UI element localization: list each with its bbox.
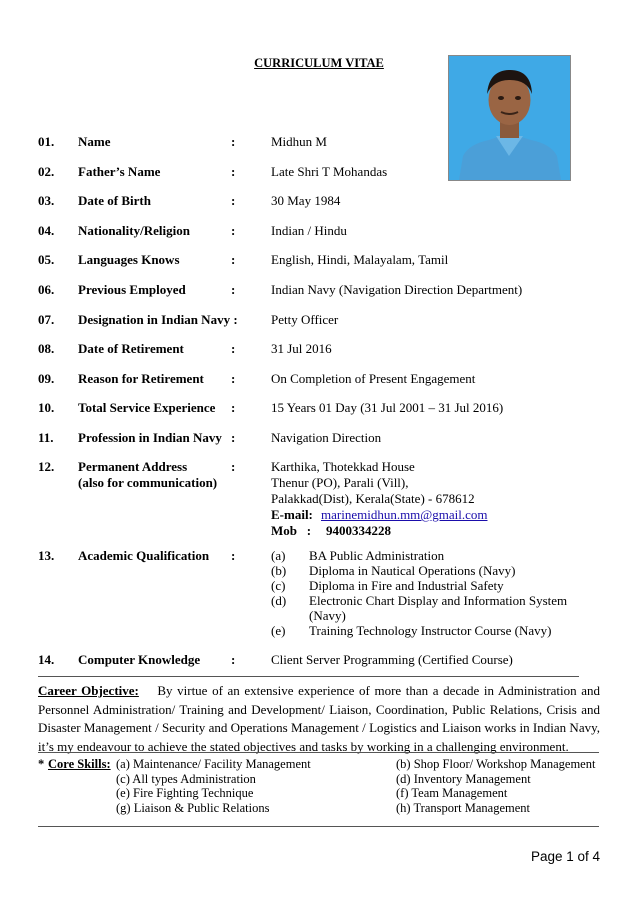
detail-row xyxy=(0,134,638,152)
field-value: Late Shri T Mohandas xyxy=(271,163,388,179)
item-letter: (b) xyxy=(271,563,287,578)
address-sublabel: (also for communication) xyxy=(78,475,218,490)
email-label: E-mail: xyxy=(271,507,313,522)
item-letter: (c) xyxy=(271,578,286,593)
divider xyxy=(38,676,579,677)
detail-row xyxy=(0,193,638,211)
item-letter: (d) xyxy=(271,593,287,608)
item-number: 02. xyxy=(38,163,55,179)
skill-item: (f) Team Management xyxy=(396,786,508,801)
field-value: 15 Years 01 Day (31 Jul 2001 – 31 Jul 2016) xyxy=(271,400,504,416)
colon: : xyxy=(231,282,236,297)
item-number: 01. xyxy=(38,134,55,149)
item-number: 07. xyxy=(38,311,55,327)
colon: : xyxy=(231,548,236,563)
field-label: Previous Employed xyxy=(78,282,186,297)
item-text: Electronic Chart Display and Information System xyxy=(309,593,568,608)
address-section xyxy=(0,459,638,539)
skills-star: * xyxy=(38,757,45,771)
skill-item: (b) Shop Floor/ Workshop Management xyxy=(396,757,596,771)
mob-value: 9400334228 xyxy=(326,523,391,538)
colon: : xyxy=(231,400,236,416)
detail-row xyxy=(0,341,638,359)
detail-row xyxy=(0,371,638,389)
address-line-1: Karthika, Thotekkad House xyxy=(271,459,415,474)
colon: : xyxy=(231,430,236,445)
field-label: Date of Birth xyxy=(78,193,151,209)
item-letter: (a) xyxy=(271,548,286,563)
computer-label: Computer Knowledge xyxy=(78,652,201,667)
item-number: 08. xyxy=(38,341,55,357)
field-label: Date of Retirement xyxy=(78,341,184,357)
field-label: Name xyxy=(78,134,111,149)
field-label: Designation in Indian Navy : xyxy=(78,311,238,327)
person-photo-icon xyxy=(449,56,570,180)
email-link[interactable]: marinemidhun.mm@gmail.com xyxy=(321,507,488,522)
field-value: Indian / Hindu xyxy=(271,222,347,238)
colon: : xyxy=(231,252,236,268)
address-line-3: Palakkad(Dist), Kerala(State) - 678612 xyxy=(271,491,475,506)
detail-row xyxy=(0,400,638,418)
detail-row xyxy=(0,223,638,241)
colon: : xyxy=(231,222,236,238)
skill-item: (c) All types Administration xyxy=(116,771,256,786)
item-number: 11. xyxy=(38,430,54,445)
item-number: 12. xyxy=(38,459,55,474)
detail-row xyxy=(0,252,638,270)
objective-text: By virtue of an extensive experience of more than a decade in Administration and Personnel Administration/ Training and Development/ Liaison, Coordination, Public Relations, Crisis and Disaster Management / Security and Operations Management / Logistics and Liaison works in Indian Navy, it’s my endeavour to achieve the stated objectives and tasks by working in a challenging environment. xyxy=(38,683,600,754)
computer-row xyxy=(0,652,638,670)
item-number: 09. xyxy=(38,370,55,386)
item-number: 03. xyxy=(38,193,55,209)
page-number: Page 1 of 4 xyxy=(530,849,600,864)
address-line-2: Thenur (PO), Parali (Vill), xyxy=(271,475,409,490)
colon: : xyxy=(231,193,236,209)
address-label: Permanent Address xyxy=(78,459,188,474)
item-number: 04. xyxy=(38,222,55,238)
academic-section xyxy=(0,548,638,648)
field-value: Navigation Direction xyxy=(271,430,382,445)
skill-item: (d) Inventory Management xyxy=(396,771,531,786)
objective-label: Career Objective: xyxy=(38,683,139,698)
item-text: Diploma in Nautical Operations (Navy) xyxy=(309,563,516,578)
academic-label: Academic Qualification xyxy=(78,548,210,563)
skill-item: (h) Transport Management xyxy=(396,800,531,815)
field-value: 30 May 1984 xyxy=(271,193,341,209)
skills-label: Core Skills: xyxy=(48,757,111,771)
mob-label: Mob : xyxy=(271,523,312,538)
item-text: BA Public Administration xyxy=(309,548,445,563)
item-number: 13. xyxy=(38,548,55,563)
item-number: 10. xyxy=(38,400,55,416)
career-objective xyxy=(38,682,600,756)
divider xyxy=(38,752,599,753)
colon: : xyxy=(231,341,236,357)
field-label: Profession in Indian Navy xyxy=(78,430,222,445)
colon: : xyxy=(231,163,236,179)
profile-photo xyxy=(448,55,571,181)
field-value: On Completion of Present Engagement xyxy=(271,370,476,386)
field-value: Midhun M xyxy=(271,134,327,149)
detail-row xyxy=(0,312,638,330)
item-letter: (e) xyxy=(271,623,286,638)
field-label: Total Service Experience xyxy=(78,400,216,416)
item-number: 05. xyxy=(38,252,55,268)
detail-row xyxy=(0,430,638,448)
detail-row xyxy=(0,164,638,182)
field-label: Reason for Retirement xyxy=(78,370,204,386)
field-label: Languages Knows xyxy=(78,252,180,268)
detail-row xyxy=(0,282,638,300)
field-label: Nationality/Religion xyxy=(78,222,190,238)
item-number: 14. xyxy=(38,652,55,667)
item-text: Diploma in Fire and Industrial Safety xyxy=(309,578,504,593)
field-value: Indian Navy (Navigation Direction Department) xyxy=(271,282,523,297)
field-value: Petty Officer xyxy=(271,311,339,327)
skill-item: (a) Maintenance/ Facility Management xyxy=(116,757,311,771)
skill-item: (e) Fire Fighting Technique xyxy=(116,786,254,801)
colon: : xyxy=(231,459,236,474)
item-text: Training Technology Instructor Course (Navy) xyxy=(309,623,552,638)
computer-value: Client Server Programming (Certified Course) xyxy=(271,652,513,667)
colon: : xyxy=(231,134,236,149)
skill-item: (g) Liaison & Public Relations xyxy=(116,800,270,815)
field-value: English, Hindi, Malayalam, Tamil xyxy=(271,252,449,268)
divider xyxy=(38,826,599,827)
field-label: Father’s Name xyxy=(78,163,161,179)
field-value: 31 Jul 2016 xyxy=(271,341,332,357)
colon: : xyxy=(231,370,236,386)
colon: : xyxy=(231,652,236,667)
item-text-continued: (Navy) xyxy=(309,608,346,623)
item-number: 06. xyxy=(38,282,55,297)
page-title: CURRICULUM VITAE xyxy=(254,56,384,70)
